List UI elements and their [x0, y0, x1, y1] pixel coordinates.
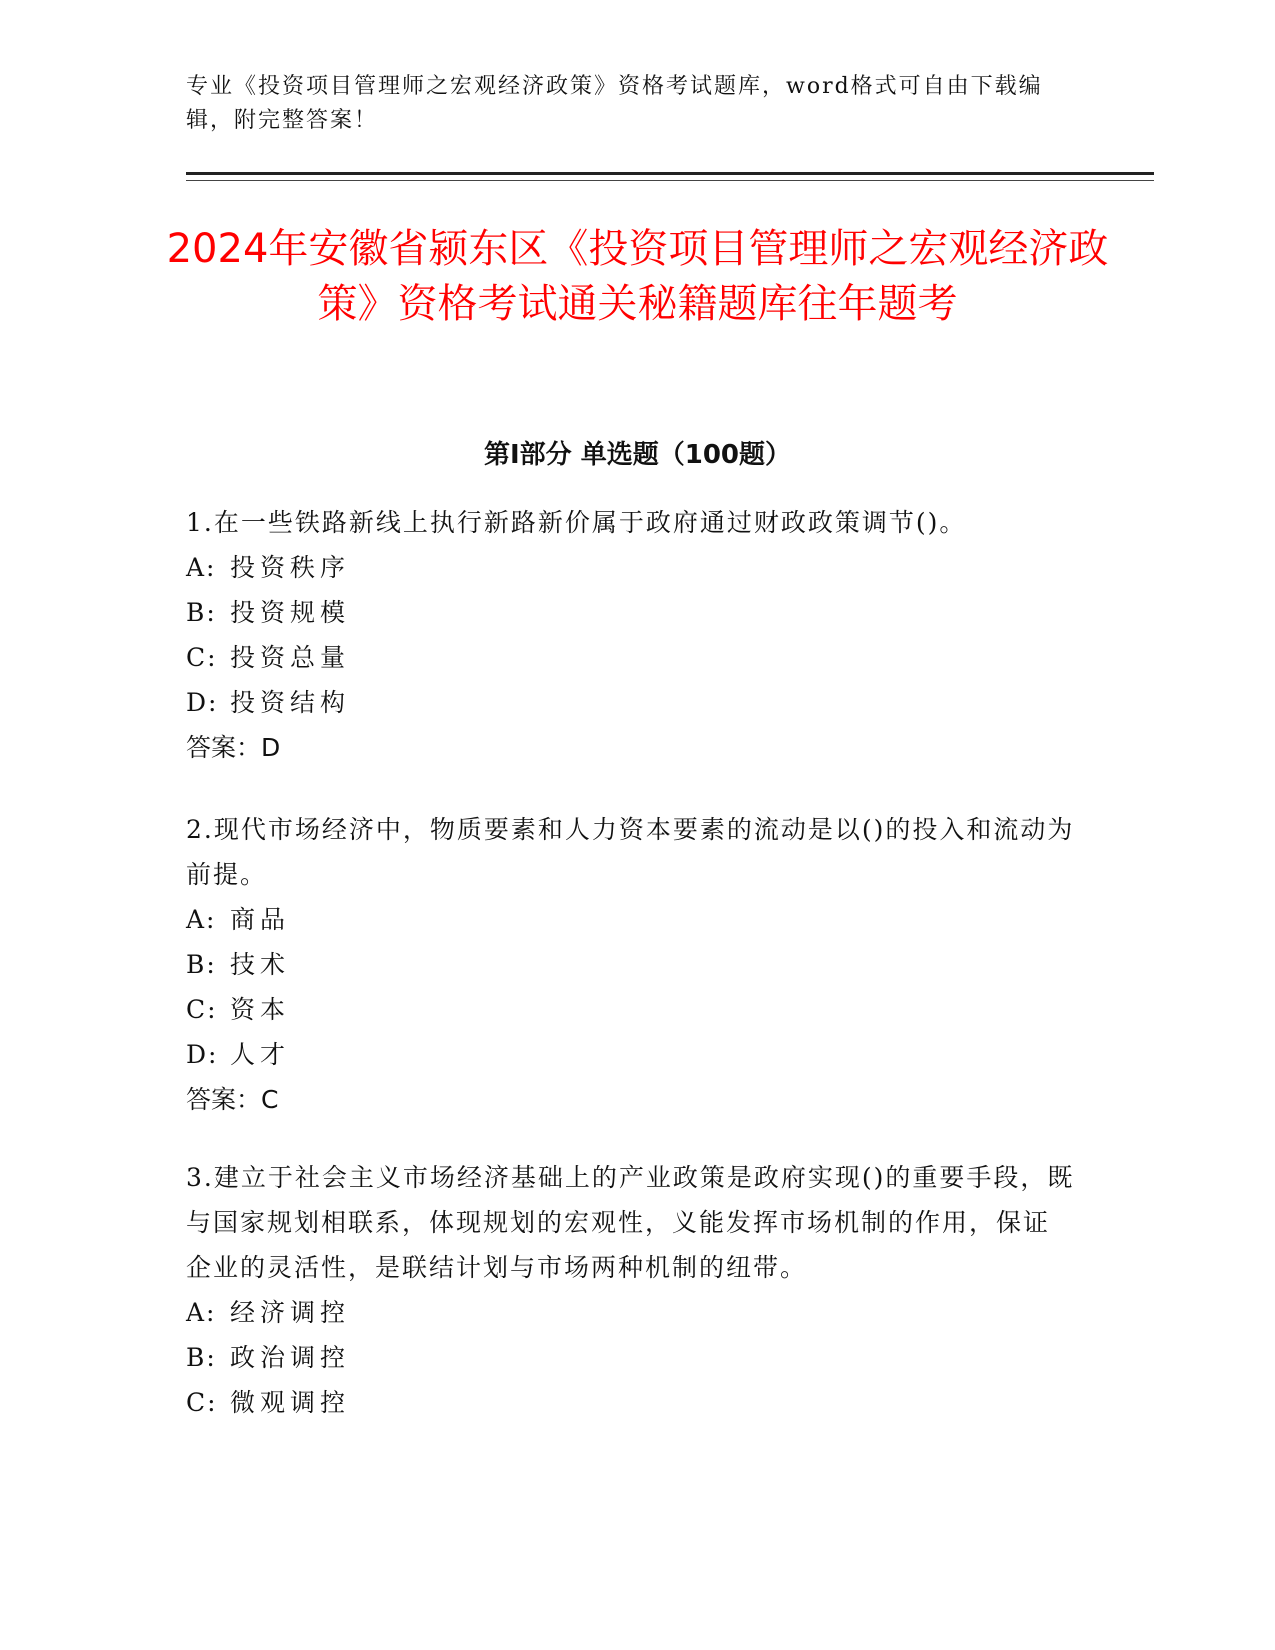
option-letter: B:	[186, 598, 217, 627]
option-text: 资本	[230, 995, 291, 1024]
option-text: 投资秩序	[230, 553, 351, 582]
option-text: 投资总量	[230, 643, 351, 672]
option-b	[186, 590, 1076, 635]
option-text: 投资结构	[230, 688, 351, 717]
option-a	[186, 545, 1076, 590]
option-a	[186, 897, 1076, 942]
question-3	[186, 1155, 1076, 1425]
option-text: 技术	[230, 950, 291, 979]
option-text: 投资规模	[230, 598, 351, 627]
header-rule-thin	[186, 180, 1154, 181]
question-stem: 3.建立于社会主义市场经济基础上的产业政策是政府实现()的重要手段，既与国家规划相联系，体现规划的宏观性，义能发挥市场机制的作用，保证企业的灵活性，是联结计划与市场两种机制的纽带。	[186, 1163, 1075, 1282]
answer: 答案：D	[186, 733, 281, 762]
option-letter: C:	[186, 1388, 218, 1417]
section-heading: 第Ⅰ部分 单选题（100题）	[484, 440, 791, 470]
option-letter: B:	[186, 1343, 217, 1372]
option-letter: A:	[186, 553, 217, 582]
option-b	[186, 1335, 1076, 1380]
question-stem: 1.在一些铁路新线上执行新路新价属于政府通过财政政策调节()。	[186, 508, 967, 537]
option-text: 经济调控	[230, 1298, 351, 1327]
option-letter: A:	[186, 905, 217, 934]
option-letter: C:	[186, 995, 218, 1024]
answer: 答案：C	[186, 1085, 279, 1114]
question-2	[186, 807, 1076, 1122]
option-text: 商品	[230, 905, 291, 934]
header-note: 专业《投资项目管理师之宏观经济政策》资格考试题库，word格式可自由下载编辑，附完整答案！	[186, 74, 1043, 133]
option-text: 微观调控	[230, 1388, 351, 1417]
option-d	[186, 1032, 1076, 1077]
option-text: 人才	[230, 1040, 291, 1069]
option-letter: A:	[186, 1298, 217, 1327]
option-c	[186, 987, 1076, 1032]
question-1	[186, 500, 1076, 770]
option-text: 政治调控	[230, 1343, 351, 1372]
header-rule-thick	[186, 172, 1154, 175]
option-c	[186, 635, 1076, 680]
option-c	[186, 1380, 1076, 1425]
document-title: 2024年安徽省颍东区《投资项目管理师之宏观经济政策》资格考试通关秘籍题库往年题考	[166, 226, 1109, 327]
option-d	[186, 680, 1076, 725]
question-stem: 2.现代市场经济中，物质要素和人力资本要素的流动是以()的投入和流动为前提。	[186, 815, 1075, 889]
option-letter: C:	[186, 643, 218, 672]
option-a	[186, 1290, 1076, 1335]
option-letter: B:	[186, 950, 217, 979]
option-letter: D:	[186, 1040, 219, 1069]
option-b	[186, 942, 1076, 987]
option-letter: D:	[186, 688, 219, 717]
